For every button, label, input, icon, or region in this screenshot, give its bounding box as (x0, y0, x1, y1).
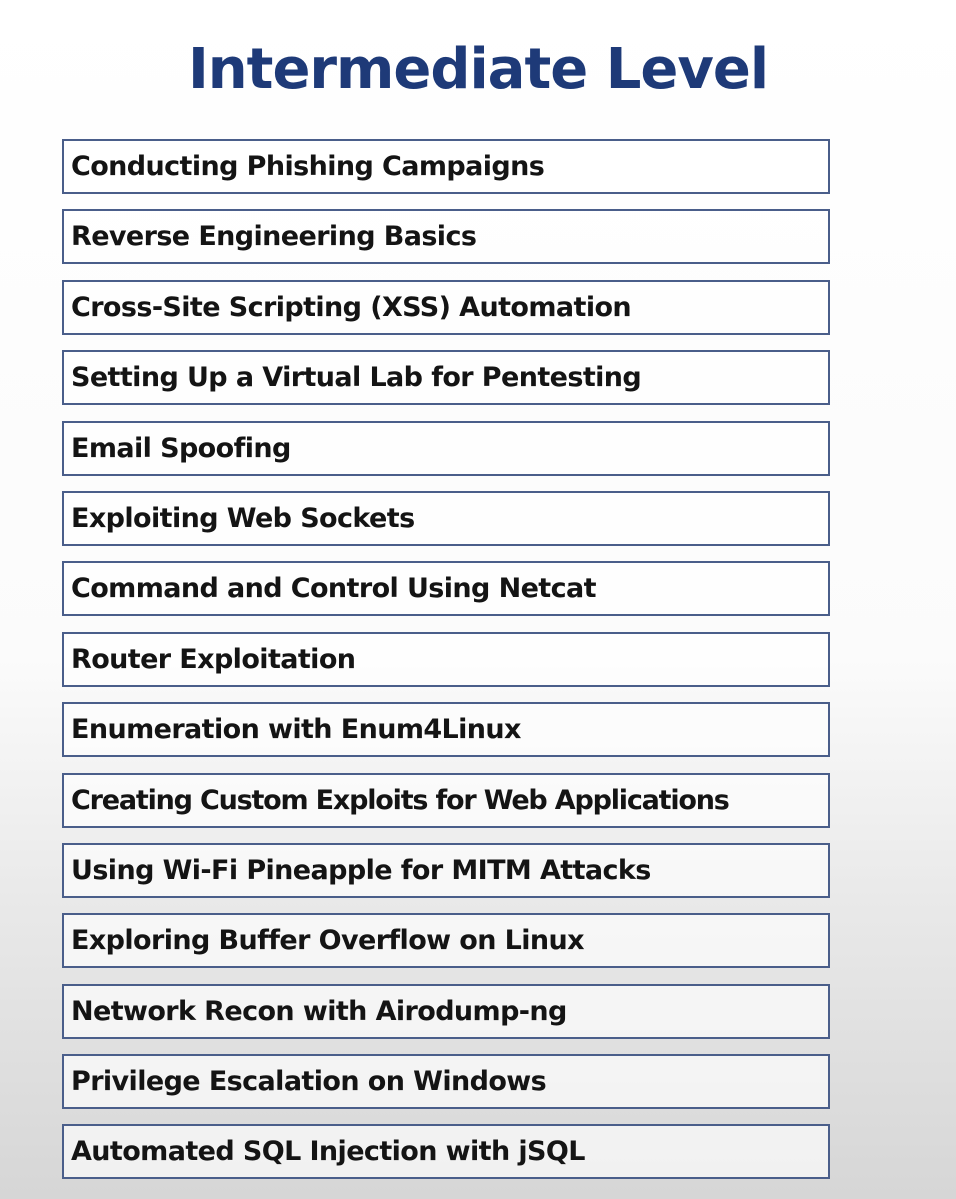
topic-label: Automated SQL Injection with jSQL (71, 1136, 585, 1168)
topic-label: Enumeration with Enum4Linux (71, 714, 521, 746)
topic-item-xss (62, 280, 830, 335)
topic-label: Exploring Buffer Overflow on Linux (71, 925, 584, 957)
topic-label: Using Wi-Fi Pineapple for MITM Attacks (71, 854, 651, 886)
topic-item-wifi-pineapple (62, 843, 830, 898)
topic-item-privilege-escalation (62, 1054, 830, 1109)
topic-item-router (62, 632, 830, 687)
topic-item-phishing (62, 139, 830, 194)
topic-item-netcat (62, 561, 830, 616)
topic-item-reverse-engineering (62, 209, 830, 264)
topic-label: Exploiting Web Sockets (71, 502, 415, 534)
topic-label: Conducting Phishing Campaigns (71, 151, 545, 182)
topic-label: Network Recon with Airodump-ng (71, 995, 567, 1027)
topic-item-buffer-overflow (62, 913, 830, 968)
topic-label: Command and Control Using Netcat (71, 573, 596, 605)
topic-item-email-spoofing (62, 421, 830, 476)
topic-item-custom-exploits (62, 773, 830, 828)
topic-label: Reverse Engineering Basics (71, 221, 477, 253)
topic-label: Creating Custom Exploits for Web Applications (71, 784, 729, 816)
topic-label: Setting Up a Virtual Lab for Pentesting (71, 362, 642, 394)
topic-item-web-sockets (62, 491, 830, 546)
topic-label: Cross-Site Scripting (XSS) Automation (71, 291, 632, 323)
topic-label: Router Exploitation (71, 643, 356, 675)
topic-item-sql-injection (62, 1124, 830, 1179)
topic-item-enum4linux (62, 702, 830, 757)
page-title: Intermediate Level (187, 37, 769, 102)
topic-label: Privilege Escalation on Windows (71, 1066, 547, 1098)
topic-item-virtual-lab (62, 350, 830, 405)
topic-list (62, 139, 830, 1195)
topic-item-airodump (62, 984, 830, 1039)
topic-label: Email Spoofing (71, 432, 291, 464)
